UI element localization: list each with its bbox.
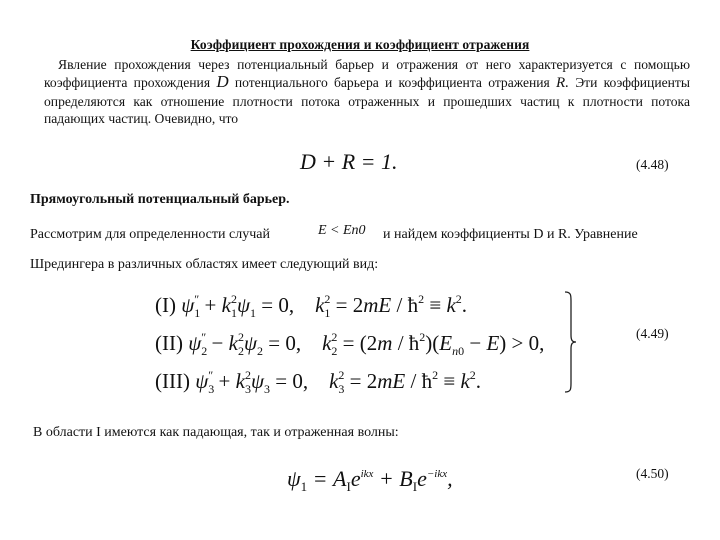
equation-4-48: D + R = 1. xyxy=(300,149,398,174)
consider-suffix: и найдем коэффициенты D и R. Уравнение xyxy=(383,227,638,242)
equation-number-4-49: (4.49) xyxy=(636,326,669,341)
region-text: В области I имеются как падающая, так и отраженная волны: xyxy=(33,425,399,440)
condition-text: E < En0 xyxy=(318,223,366,238)
intro-symbol-d: D xyxy=(216,72,229,92)
equation-number-4-50: (4.50) xyxy=(636,466,669,481)
system-row-2: (II) $\psi_2'' - k_2^2\psi_2 = 0$, $k_2^2 = (2m$ / $ħ^2)(E_{n0} - E) > 0$, xyxy=(155,330,545,358)
section-title: Прямоугольный потенциальный барьер. xyxy=(30,192,290,207)
intro-part1: Явление прохождения через потенциальный барьер и отражения от него характеризуется с помощью коэффициента прохождения xyxy=(44,57,690,91)
schrodinger-line: Шредингера в различных областях имеет следующий вид: xyxy=(30,257,379,272)
system-row-1-label: (I) xyxy=(155,293,176,317)
right-brace xyxy=(563,291,577,393)
intro-paragraph xyxy=(44,56,690,127)
intro-part3: Эти коэффициенты определяются как отношение плотности потока отраженных и прошедших частиц к плотности потока падающих частиц. Очевидно, что xyxy=(44,75,690,126)
system-row-2-label: (II) xyxy=(155,331,183,355)
system-row-3: (III) $\psi_3'' + k_3^2\psi_3 = 0$, $k_3^2 = 2mE$ / $ħ^2 \equiv k^2$. xyxy=(155,368,482,396)
equation-number-4-48: (4.48) xyxy=(636,157,669,172)
equation-4-50: $\psi_1 = A_Ie^{ikx} + B_Ie^{-ikx}$, xyxy=(287,466,453,494)
system-row-1: (I) $\psi_1'' + k_1^2\psi_1 = 0$, $k_1^2 = 2mE$ / $ħ^2 \equiv k^2$. xyxy=(155,292,468,320)
page-heading: Коэффициент прохождения и коэффициент отражения xyxy=(190,37,530,52)
system-row-3-label: (III) xyxy=(155,369,190,393)
intro-part2: потенциального барьера и коэффициента отражения xyxy=(228,75,557,91)
intro-symbol-r: R. xyxy=(556,75,569,92)
condition-formula xyxy=(318,223,366,239)
consider-prefix: Рассмотрим для определенности случай xyxy=(30,227,270,242)
